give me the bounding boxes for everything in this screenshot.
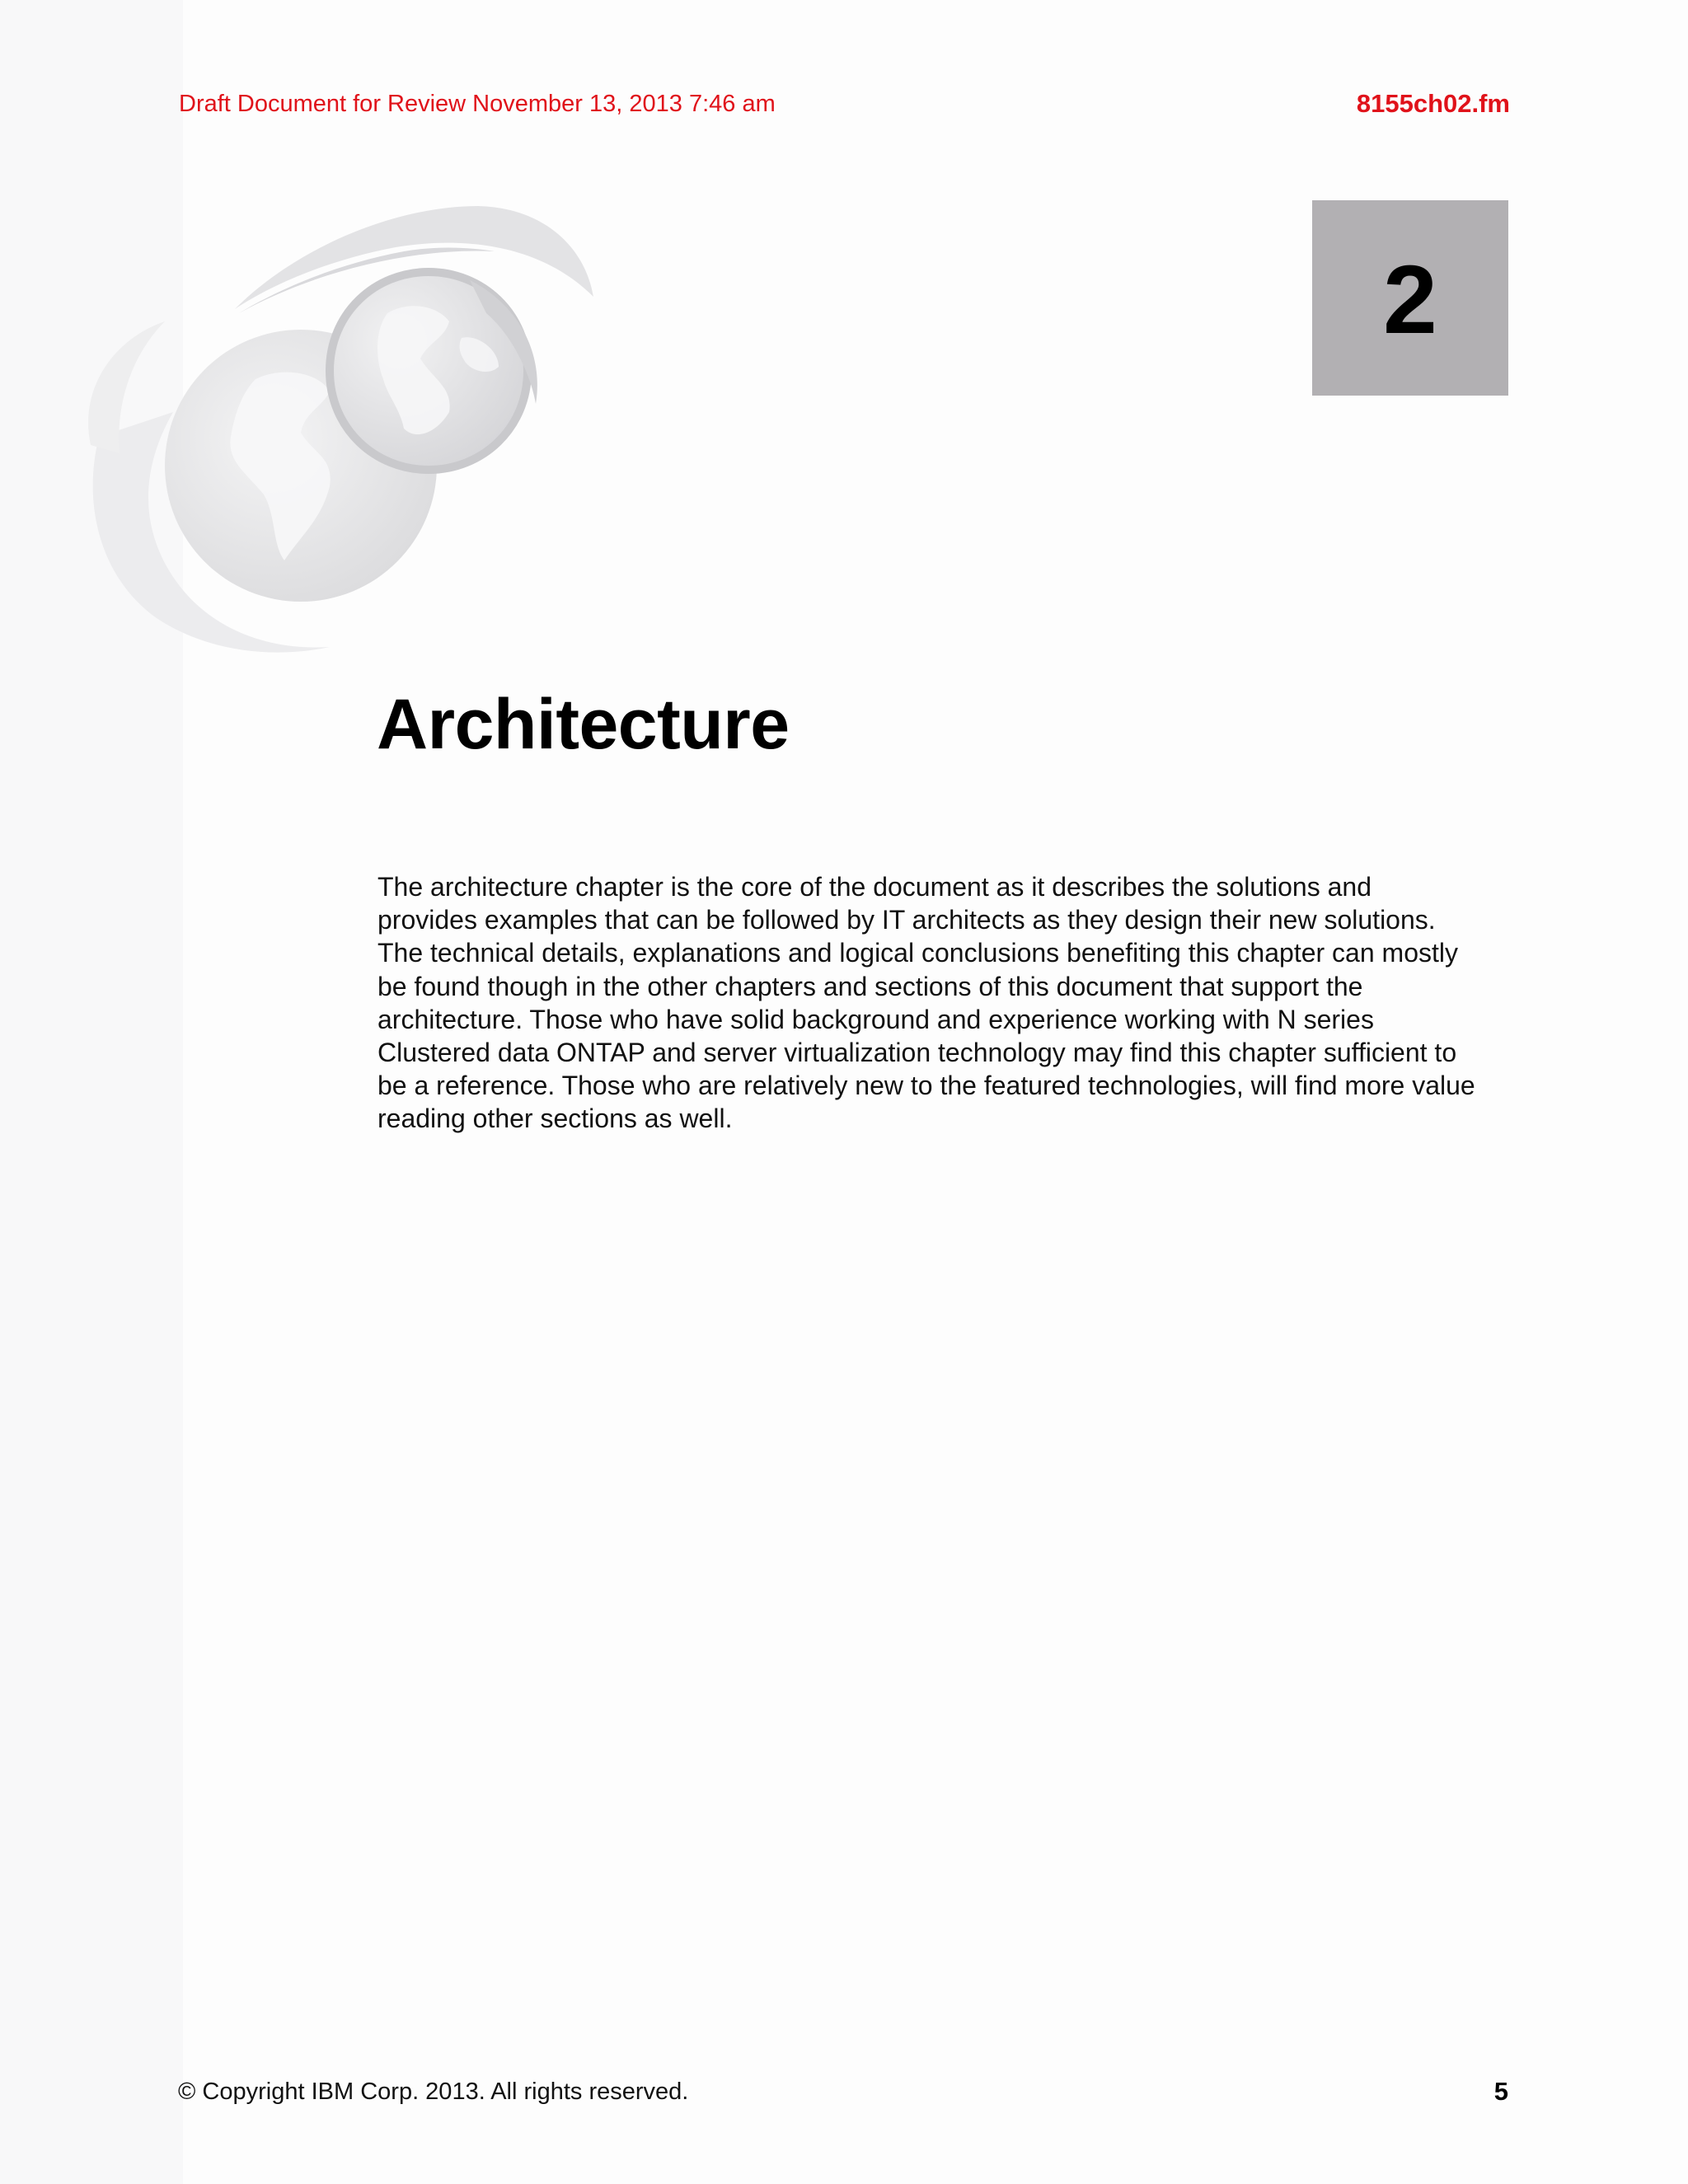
chapter-intro-paragraph [377,870,1515,1136]
paragraph-line: reading other sections as well. [377,1104,733,1134]
paragraph-line: be found though in the other chapters and sections of this document that support the [377,971,1363,1001]
paragraph-line: The technical details, explanations and logical conclusions benefiting this chapter can mostly [377,938,1458,968]
copyright-notice: © Copyright IBM Corp. 2013. All rights reserved. [178,2079,689,2105]
paragraph-line: provides examples that can be followed by IT architects as they design their new solutions. [377,905,1436,935]
page-number: 5 [1493,2077,1508,2106]
chapter-title: Architecture [377,685,790,764]
file-name: 8155ch02.fm [1356,89,1510,118]
paragraph-line: architecture. Those who have solid background and experience working with N series [377,1004,1374,1034]
paragraph-line: be a reference. Those who are relatively new to the featured technologies, will find more value [377,1071,1475,1101]
chapter-number: 2 [1383,245,1437,354]
globe-swirl-logo-icon [82,190,676,668]
draft-notice: Draft Document for Review November 13, 2013 7:46 am [179,91,776,117]
paragraph-line: The architecture chapter is the core of the document as it describes the solutions and [377,872,1372,902]
chapter-number-box [1312,200,1508,396]
paragraph-line: Clustered data ONTAP and server virtualization technology may find this chapter sufficient to [377,1038,1457,1068]
